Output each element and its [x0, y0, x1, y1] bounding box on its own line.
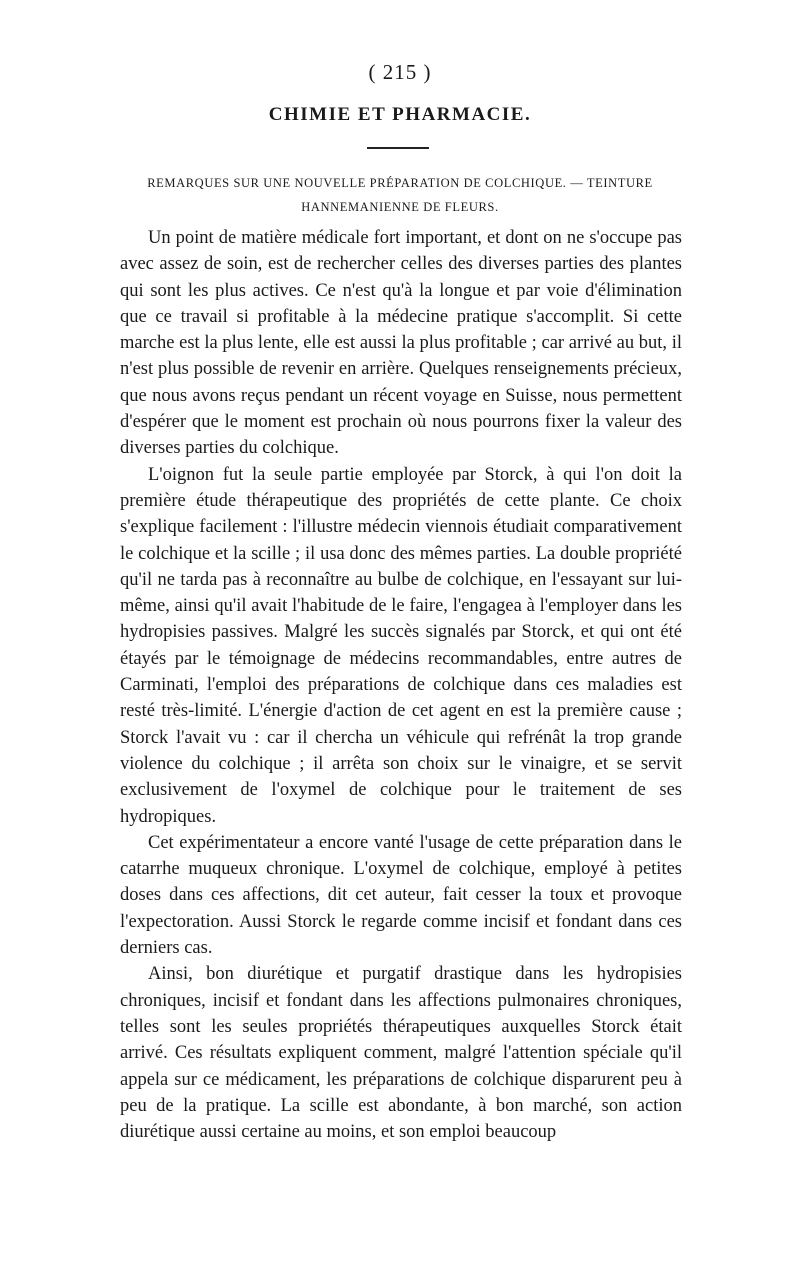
page-number: ( 215 )	[368, 60, 432, 84]
article-heading: REMARQUES SUR UNE NOUVELLE PRÉPARATION DE COLCHIQUE. — TEINTURE HANNEMANIENNE DE FLEURS.	[147, 176, 653, 214]
paragraph-4: Ainsi, bon diurétique et purgatif drastique dans les hydropisies chroniques, incisif et fondant dans les affections pulmonaires chroniques, telles sont les seules propriétés thérapeutiques auxquelles Storck était arrivé. Ces résultats expliquent comment, malgré l'attention spéciale qu'il appela sur ce médicament, les préparations de colchique disparurent peu à peu de la pratique. La scille est abondante, à bon marché, son action diurétique aussi certaine au moins, et son emploi beaucoup	[120, 964, 682, 1143]
article-body	[120, 225, 682, 1145]
paragraph-3: Cet expérimentateur a encore vanté l'usage de cette préparation dans le catarrhe muqueux chronique. L'oxymel de colchique, employé à petites doses dans ces affections, dit cet auteur, fait cesser la toux et provoque l'expectoration. Aussi Storck le regarde comme incisif et fondant dans ces derniers cas.	[120, 832, 682, 959]
section-title: CHIMIE ET PHARMACIE.	[268, 104, 532, 125]
paragraph-1: Un point de matière médicale fort important, et dont on ne s'occupe pas avec assez de soin, est de rechercher celles des diverses parties des plantes qui sont les plus actives. Ce n'est qu'à la longue et par voie d'élimination que ce travail si profitable à la médecine pratique s'accomplit. Si cette marche est la plus lente, elle est aussi la plus profitable ; car arrivé au but, il n'est plus possible de revenir en arrière. Quelques renseignements précieux, que nous avons reçus pendant un récent voyage en Suisse, nous permettent d'espérer que le moment est prochain où nous pourrons fixer la valeur des diverses parties du colchique.	[120, 228, 682, 459]
paragraph-2: L'oignon fut la seule partie employée par Storck, à qui l'on doit la première étude thérapeutique des propriétés de cette plante. Ce choix s'explique facilement : l'illustre médecin viennois étudiait comparativement le colchique et la scille ; il usa donc des mêmes parties. La double propriété qu'il ne tarda pas à reconnaître au bulbe de colchique, en l'essayant sur lui-même, ainsi qu'il avait l'habitude de le faire, l'engagea à l'employer dans les hydropisies passives. Malgré les succès signalés par Storck, et qui ont été étayés par le témoignage de médecins recommandables, entre autres de Carminati, l'emploi des préparations de colchique dans ces maladies est resté très-limité. L'énergie d'action de cet agent en est la première cause ; Storck l'avait vu : car il chercha un véhicule qui refrénât la trop grande violence du colchique ; il arrêta son choix sur le vinaigre, et se servit exclusivement de l'oxymel de colchique pour le traitement de ses hydropiques.	[120, 464, 682, 827]
title-divider	[367, 147, 429, 149]
